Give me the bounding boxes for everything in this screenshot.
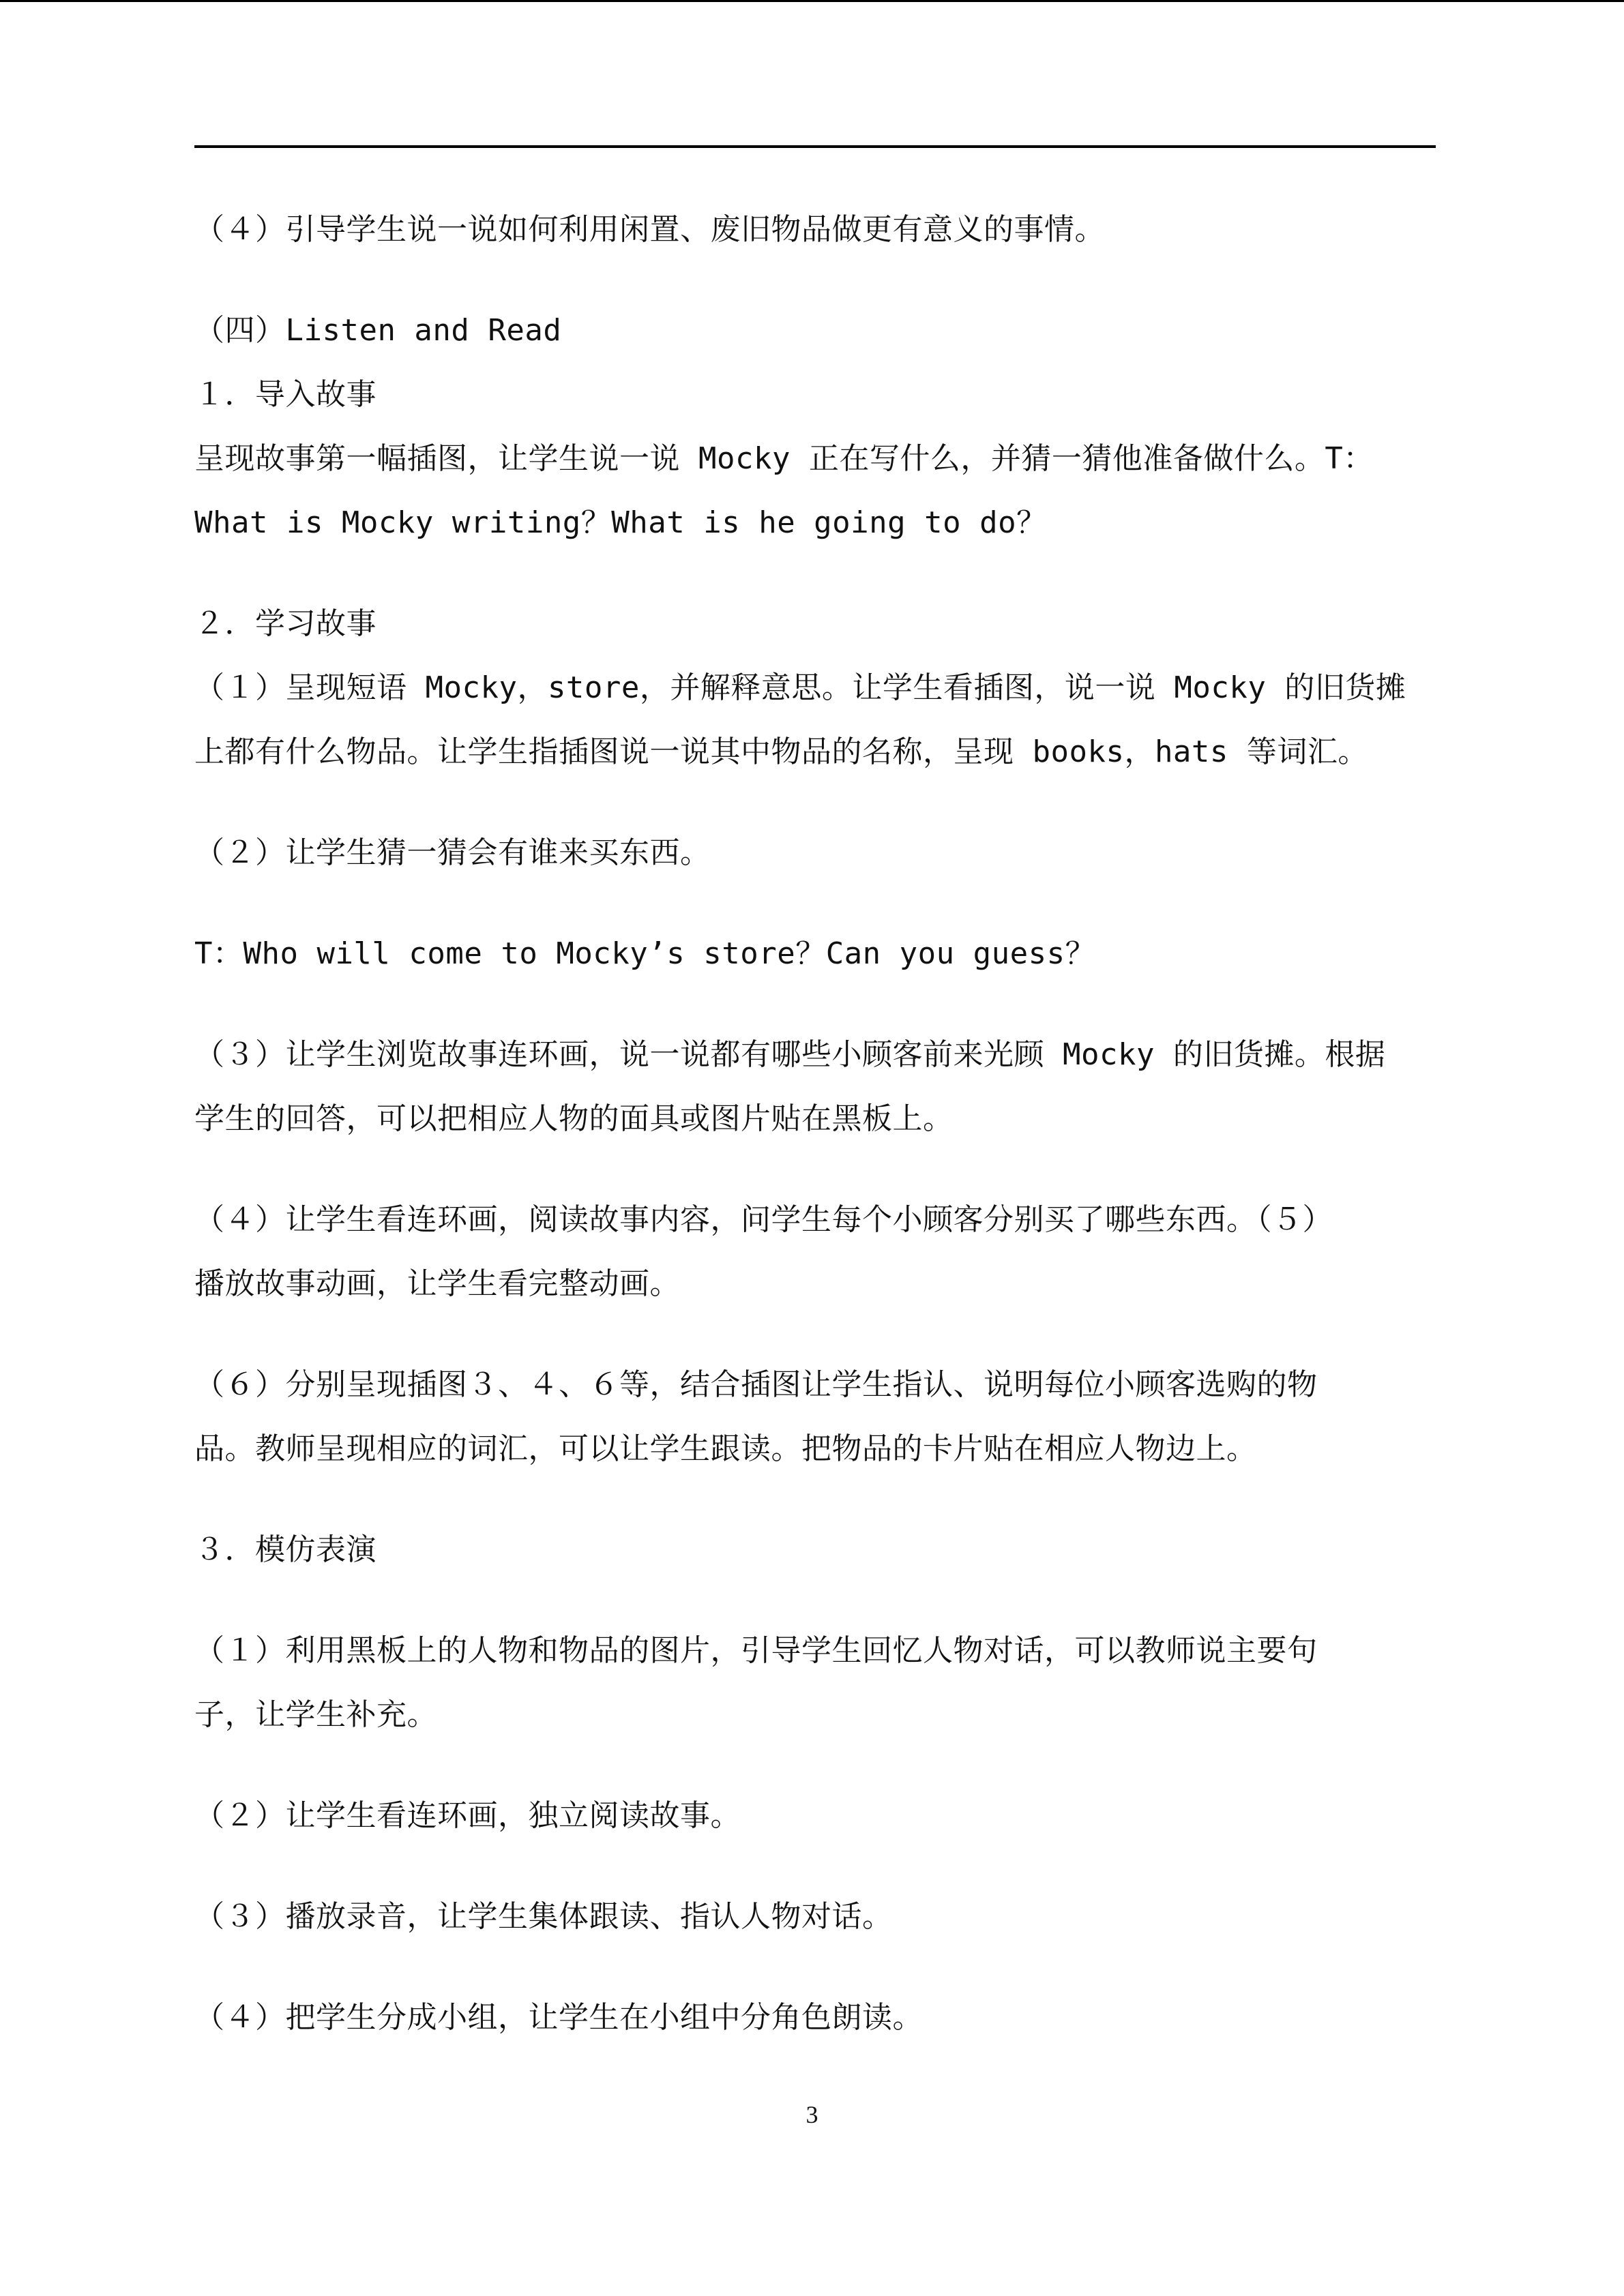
text-line: （２）让学生猜一猜会有谁来买东西。 [194,835,711,870]
text-line: （１）利用黑板上的人物和物品的图片，引导学生回忆人物对话，可以教师说主要句 [194,1633,1318,1668]
text-line: （２）让学生看连环画，独立阅读故事。 [194,1798,741,1833]
text-line: 品。教师呈现相应的词汇，可以让学生跟读。把物品的卡片贴在相应人物边上。 [194,1431,1257,1466]
section-heading: （四）Listen and Read [194,313,562,348]
document-body [194,198,1436,2050]
subsection-heading: １．导入故事 [194,377,377,412]
subsection-heading: ２．学习故事 [194,606,377,641]
text-line: （６）分别呈现插图３、４、６等，结合插图让学生指认、说明每位小顾客选购的物 [194,1367,1318,1402]
text-line: 呈现故事第一幅插图，让学生说一说 Mocky 正在写什么，并猜一猜他准备做什么。T： [194,441,1374,476]
text-line: （３）播放录音，让学生集体跟读、指认人物对话。 [194,1899,893,1934]
text-line: 学生的回答，可以把相应人物的面具或图片贴在黑板上。 [194,1101,954,1136]
page-top-border [0,0,1624,2]
text-line: （１）呈现短语 Mocky，store，并解释意思。让学生看插图，说一说 Mocky 的旧货摊 [194,670,1406,705]
text-line: 上都有什么物品。让学生指插图说一说其中物品的名称，呈现 books，hats 等词汇。 [194,734,1368,769]
text-line: What is Mocky writing？What is he going to do？ [194,505,1047,540]
text-line: 播放故事动画，让学生看完整动画。 [194,1266,680,1301]
subsection-heading: ３．模仿表演 [194,1532,377,1567]
text-line: （４）引导学生说一说如何利用闲置、废旧物品做更有意义的事情。 [194,212,1105,247]
text-line: （４）把学生分成小组，让学生在小组中分角色朗读。 [194,2000,923,2035]
text-line: （３）让学生浏览故事连环画，说一说都有哪些小顾客前来光顾 Mocky 的旧货摊。根据 [194,1037,1386,1072]
text-line: T：Who will come to Mocky’s store？Can you guess？ [194,936,1096,971]
text-line: （４）让学生看连环画，阅读故事内容，问学生每个小顾客分别买了哪些东西。（５） [194,1202,1333,1237]
header-rule [194,145,1436,148]
text-line: 子，让学生补充。 [194,1697,437,1732]
page-number: 3 [806,2101,818,2128]
